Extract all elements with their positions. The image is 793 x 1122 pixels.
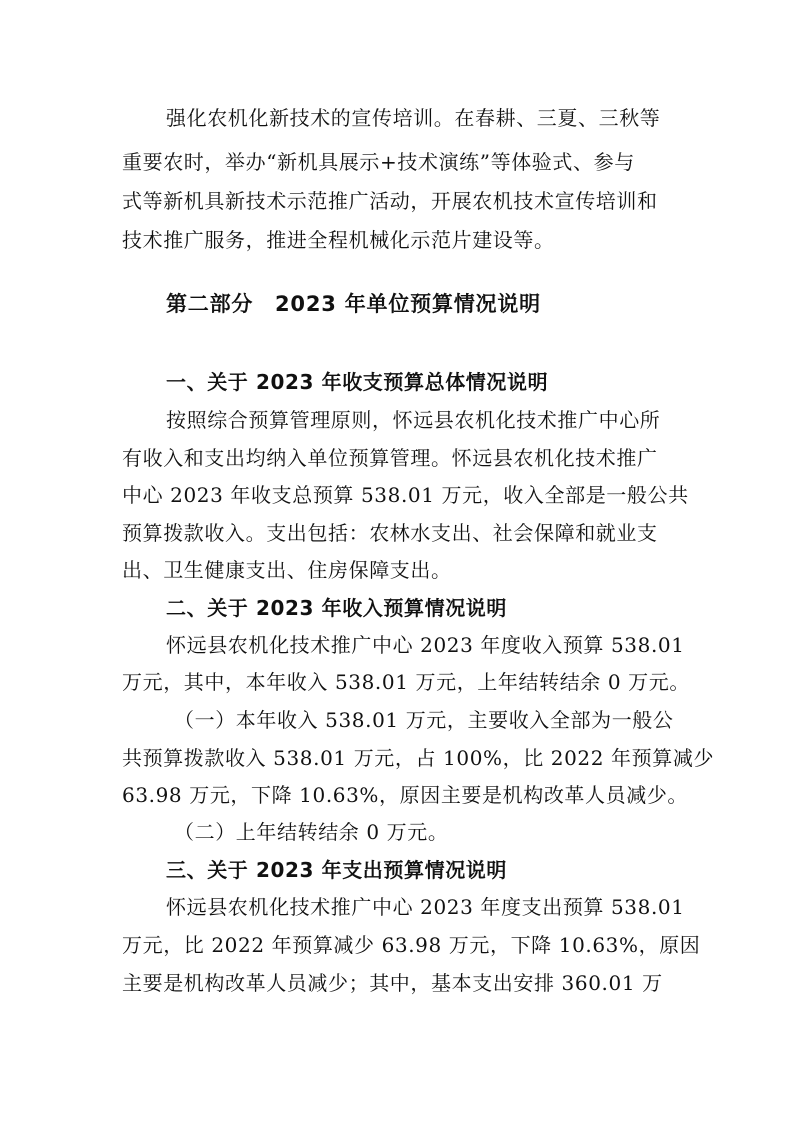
paragraph-line: 出、卫生健康支出、住房保障支出。: [122, 558, 452, 582]
paragraph-line: 强化农机化新技术的宣传培训。在春耕、三夏、三秋等: [166, 106, 661, 130]
paragraph-line: 有收入和支出均纳入单位预算管理。怀远县农机化技术推广: [122, 446, 658, 470]
paragraph-line: 怀远县农机化技术推广中心 2023 年度收入预算 538.01: [166, 633, 685, 657]
paragraph-line: 万元，其中，本年收入 538.01 万元，上年结转结余 0 万元。: [122, 670, 690, 694]
paragraph-line: 万元，比 2022 年预算减少 63.98 万元，下降 10.63%，原因: [122, 933, 701, 957]
paragraph-line: 中心 2023 年收支总预算 538.01 万元，收入全部是一般公共: [122, 483, 689, 507]
paragraph-line: 重要农时，举办“新机具展示+技术演练”等体验式、参与: [122, 150, 635, 174]
section-heading: 三、关于 2023 年支出预算情况说明: [166, 858, 507, 882]
section-heading: 一、关于 2023 年收支预算总体情况说明: [166, 370, 549, 394]
section-heading: 二、关于 2023 年收入预算情况说明: [166, 596, 507, 620]
paragraph-line: 按照综合预算管理原则，怀远县农机化技术推广中心所: [166, 408, 661, 432]
paragraph-line: 技术推广服务，推进全程机械化示范片建设等。: [122, 228, 555, 252]
paragraph-line: （一）本年收入 538.01 万元，主要收入全部为一般公: [174, 708, 674, 732]
part-title: 第二部分 2023 年单位预算情况说明: [166, 292, 541, 316]
paragraph-line: 式等新机具新技术示范推广活动，开展农机技术宣传培训和: [122, 189, 658, 213]
paragraph-line: 主要是机构改革人员减少；其中，基本支出安排 360.01 万: [122, 971, 663, 995]
paragraph-line: （二）上年结转结余 0 万元。: [174, 820, 449, 844]
paragraph-line: 预算拨款收入。支出包括：农林水支出、社会保障和就业支: [122, 521, 658, 545]
paragraph-line: 63.98 万元，下降 10.63%，原因主要是机构改革人员减少。: [122, 783, 689, 807]
paragraph-line: 怀远县农机化技术推广中心 2023 年度支出预算 538.01: [166, 895, 685, 919]
paragraph-line: 共预算拨款收入 538.01 万元，占 100%，比 2022 年预算减少: [122, 746, 715, 770]
